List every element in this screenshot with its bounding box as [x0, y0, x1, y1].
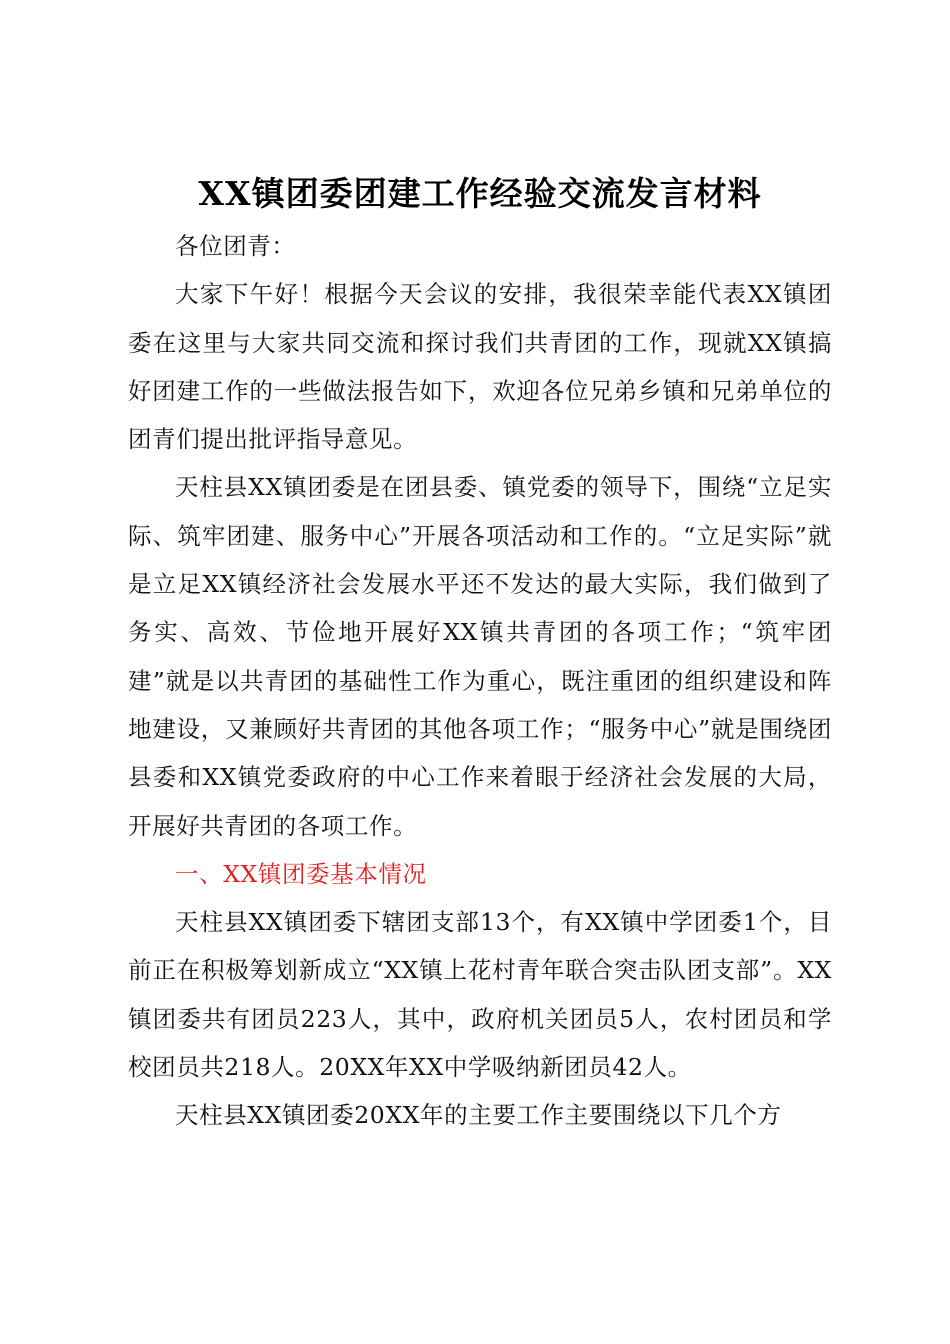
paragraph-basic-info: 天柱县XX镇团委下辖团支部13个，有XX镇中学团委1个，目前正在积极筹划新成立“XX镇上花村青年联合突击队团支部”。XX镇团委共有团员223人，其中，政府机关团员5人，农村团员和学校团员共218人。20XX年XX中学吸纳新团员42人。	[128, 908, 832, 1082]
document-body	[128, 222, 832, 1140]
paragraph-main-work: 天柱县XX镇团委20XX年的主要工作主要围绕以下几个方	[175, 1101, 782, 1130]
document-title: XX镇团委团建工作经验交流发言材料	[198, 174, 762, 213]
paragraph-overview: 天柱县XX镇团委是在团县委、镇党委的领导下，围绕“立足实际、筑牢团建、服务中心”开展各项活动和工作的。“立足实际”就是立足XX镇经济社会发展水平还不发达的最大实际，我们做到了务实、高效、节俭地开展好XX镇共青团的各项工作；“筑牢团建”就是以共青团的基础性工作为重心，既注重团的组织建设和阵地建设，又兼顾好共青团的其他各项工作；“服务中心”就是围绕团县委和XX镇党委政府的中心工作来着眼于经济社会发展的大局，开展好共青团的各项工作。	[128, 473, 832, 840]
section-heading-basic-info: 一、XX镇团委基本情况	[175, 859, 427, 888]
salutation: 各位团青：	[175, 232, 296, 260]
paragraph-greeting: 大家下午好！根据今天会议的安排，我很荣幸能代表XX镇团委在这里与大家共同交流和探讨我们共青团的工作，现就XX镇搞好团建工作的一些做法报告如下，欢迎各位兄弟乡镇和兄弟单位的团青们提出批评指导意见。	[128, 280, 832, 454]
